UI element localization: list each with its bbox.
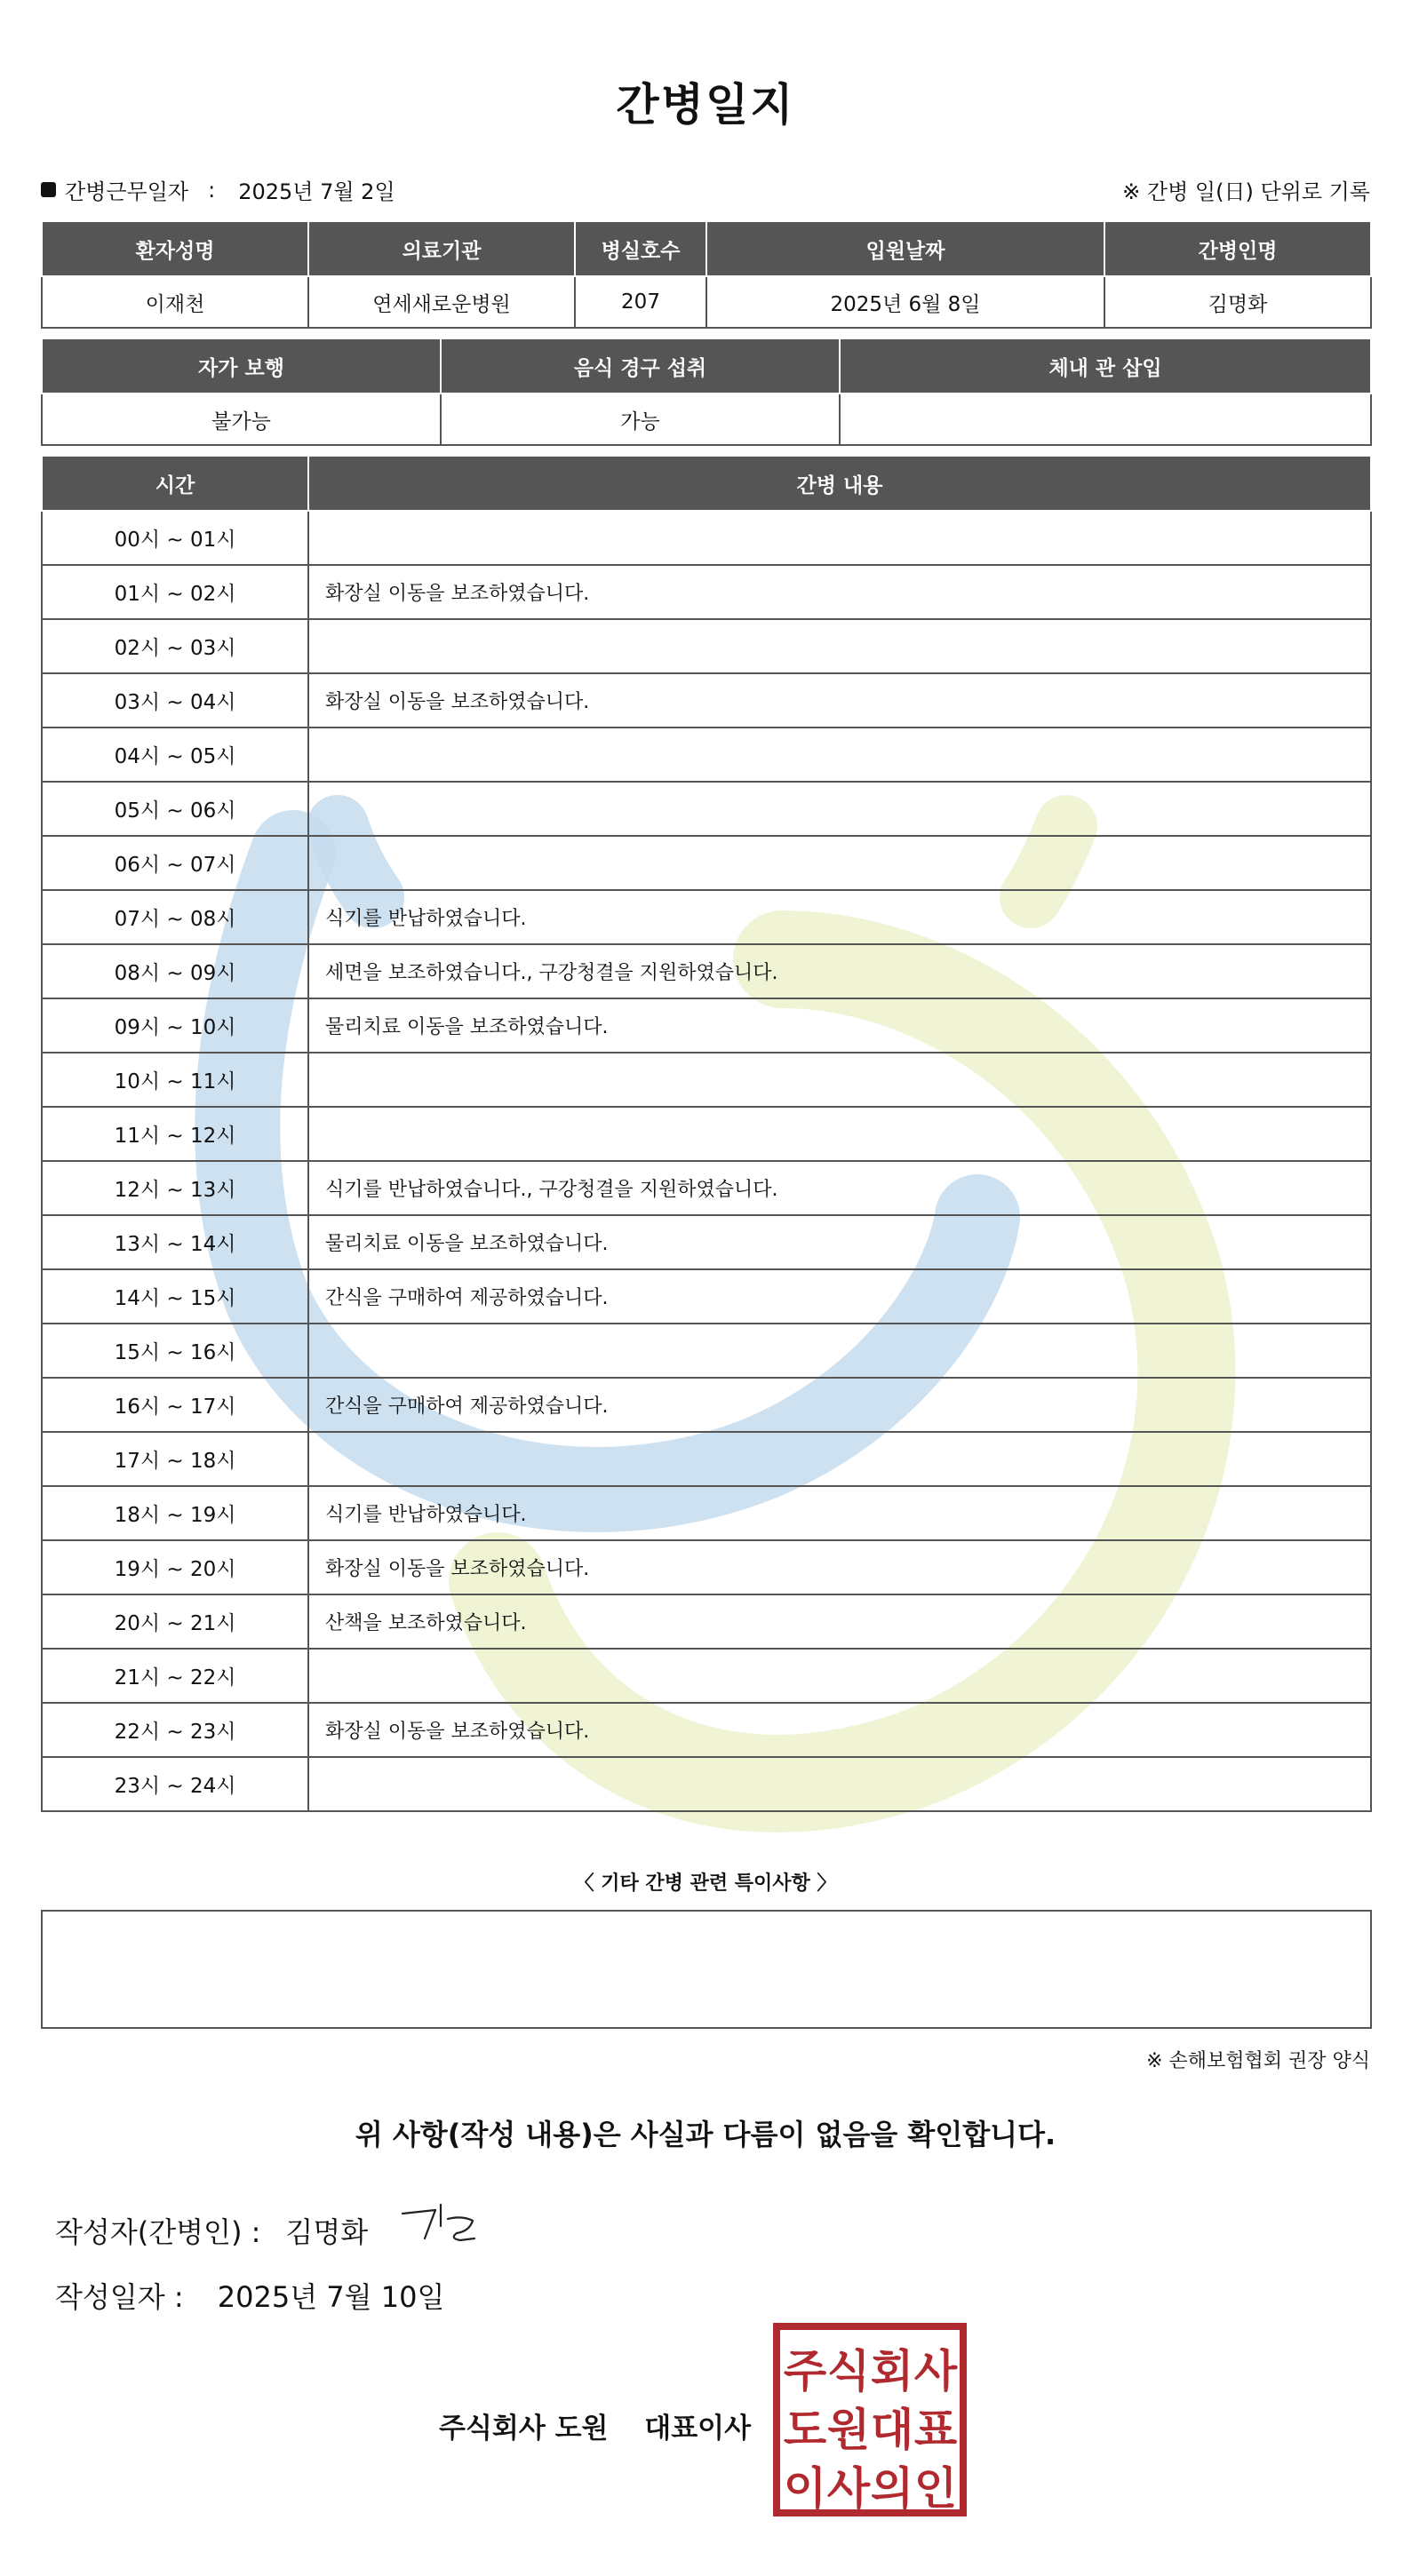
seal-character: 이 bbox=[783, 2462, 827, 2515]
company-signature-line bbox=[439, 2405, 751, 2445]
schedule-row bbox=[42, 511, 1371, 565]
header-admission-date: 입원날짜 bbox=[706, 221, 1104, 276]
schedule-row bbox=[42, 1703, 1371, 1757]
seal-character: 인 bbox=[913, 2462, 958, 2515]
schedule-time-cell: 09시 ~ 10시 bbox=[42, 998, 308, 1053]
schedule-content-cell bbox=[308, 1053, 1371, 1107]
schedule-time-cell: 03시 ~ 04시 bbox=[42, 673, 308, 727]
schedule-row bbox=[42, 782, 1371, 836]
schedule-row bbox=[42, 1757, 1371, 1811]
schedule-row bbox=[42, 944, 1371, 998]
oral-intake-value: 가능 bbox=[441, 394, 840, 445]
schedule-row bbox=[42, 1161, 1371, 1215]
seal-character: 원 bbox=[826, 2404, 871, 2456]
seal-character: 사 bbox=[826, 2462, 871, 2515]
schedule-time-cell: 13시 ~ 14시 bbox=[42, 1215, 308, 1269]
schedule-row bbox=[42, 998, 1371, 1053]
company-seal-stamp bbox=[771, 2321, 969, 2518]
schedule-content-cell bbox=[308, 1324, 1371, 1378]
company-representative-title: 대표이사 bbox=[644, 2413, 752, 2445]
schedule-content-cell bbox=[308, 1107, 1371, 1161]
seal-characters bbox=[784, 2346, 958, 2515]
schedule-row bbox=[42, 619, 1371, 673]
schedule-time-cell: 06시 ~ 07시 bbox=[42, 836, 308, 890]
hourly-care-table bbox=[41, 455, 1372, 1812]
schedule-content-cell bbox=[308, 727, 1371, 782]
schedule-content-cell: 산책을 보조하였습니다. bbox=[308, 1594, 1371, 1649]
schedule-row bbox=[42, 1378, 1371, 1432]
writer-name: 김명화 bbox=[285, 2215, 369, 2249]
schedule-content-cell bbox=[308, 619, 1371, 673]
schedule-time-cell: 15시 ~ 16시 bbox=[42, 1324, 308, 1378]
header-time: 시간 bbox=[42, 456, 308, 511]
schedule-row bbox=[42, 1540, 1371, 1594]
writer-label: 작성자(간병인) : bbox=[55, 2215, 261, 2249]
hospital-value: 연세새로운병원 bbox=[308, 276, 575, 328]
schedule-content-cell bbox=[308, 1432, 1371, 1486]
confirmation-statement: 위 사항(작성 내용)은 사실과 다름이 없음을 확인합니다. bbox=[355, 2118, 1056, 2151]
work-date-value: 2025년 7월 2일 bbox=[238, 179, 395, 204]
schedule-time-cell: 08시 ~ 09시 bbox=[42, 944, 308, 998]
seal-character: 대 bbox=[870, 2404, 914, 2456]
seal-character: 도 bbox=[783, 2404, 827, 2456]
seal-character: 식 bbox=[826, 2345, 871, 2397]
schedule-row bbox=[42, 890, 1371, 944]
schedule-row bbox=[42, 727, 1371, 782]
schedule-row bbox=[42, 1215, 1371, 1269]
work-date-line bbox=[41, 174, 395, 205]
admission-date-value: 2025년 6월 8일 bbox=[706, 276, 1104, 328]
schedule-row bbox=[42, 673, 1371, 727]
schedule-row bbox=[42, 1486, 1371, 1540]
written-date-label: 작성일자 : bbox=[55, 2280, 184, 2314]
header-hospital: 의료기관 bbox=[308, 221, 575, 276]
document-title: 간병일지 bbox=[616, 79, 795, 131]
care-status-header-row bbox=[42, 338, 1371, 394]
schedule-time-cell: 00시 ~ 01시 bbox=[42, 511, 308, 565]
schedule-row bbox=[42, 1053, 1371, 1107]
tube-insertion-value bbox=[840, 394, 1371, 445]
schedule-time-cell: 11시 ~ 12시 bbox=[42, 1107, 308, 1161]
schedule-content-cell: 간식을 구매하여 제공하였습니다. bbox=[308, 1378, 1371, 1432]
seal-character: 사 bbox=[913, 2345, 958, 2397]
schedule-body bbox=[42, 511, 1371, 1811]
writer-line bbox=[55, 2210, 368, 2251]
schedule-content-cell: 화장실 이동을 보조하였습니다. bbox=[308, 1703, 1371, 1757]
seal-character: 주 bbox=[783, 2345, 827, 2397]
schedule-time-cell: 17시 ~ 18시 bbox=[42, 1432, 308, 1486]
header-care-content: 간병 내용 bbox=[308, 456, 1371, 511]
header-caregiver-name: 간병인명 bbox=[1104, 221, 1371, 276]
schedule-time-cell: 10시 ~ 11시 bbox=[42, 1053, 308, 1107]
schedule-content-cell: 화장실 이동을 보조하였습니다. bbox=[308, 1540, 1371, 1594]
patient-info-value-row bbox=[42, 276, 1371, 328]
schedule-time-cell: 04시 ~ 05시 bbox=[42, 727, 308, 782]
care-status-table bbox=[41, 338, 1372, 446]
seal-character: 의 bbox=[870, 2462, 914, 2515]
schedule-time-cell: 20시 ~ 21시 bbox=[42, 1594, 308, 1649]
schedule-content-cell: 식기를 반납하였습니다. bbox=[308, 1486, 1371, 1540]
work-date-label: 간병근무일자 bbox=[65, 179, 189, 204]
schedule-row bbox=[42, 1269, 1371, 1324]
written-date-value: 2025년 7월 10일 bbox=[217, 2280, 445, 2314]
schedule-content-cell: 물리치료 이동을 보조하였습니다. bbox=[308, 998, 1371, 1053]
patient-info-table bbox=[41, 220, 1372, 329]
room-number-value: 207 bbox=[575, 276, 706, 328]
schedule-row bbox=[42, 1107, 1371, 1161]
written-date-line bbox=[55, 2275, 444, 2316]
schedule-content-cell: 세면을 보조하였습니다., 구강청결을 지원하였습니다. bbox=[308, 944, 1371, 998]
schedule-row bbox=[42, 836, 1371, 890]
special-notes-box bbox=[41, 1910, 1372, 2029]
schedule-content-cell bbox=[308, 1757, 1371, 1811]
schedule-header-row bbox=[42, 456, 1371, 511]
schedule-row bbox=[42, 565, 1371, 619]
patient-name-value: 이재천 bbox=[42, 276, 308, 328]
header-patient-name: 환자성명 bbox=[42, 221, 308, 276]
form-recommendation-note: ※ 손해보험협회 권장 양식 bbox=[1146, 2050, 1370, 2072]
schedule-time-cell: 22시 ~ 23시 bbox=[42, 1703, 308, 1757]
patient-info-header-row bbox=[42, 221, 1371, 276]
handwritten-signature bbox=[398, 2194, 487, 2247]
schedule-row bbox=[42, 1649, 1371, 1703]
schedule-content-cell: 화장실 이동을 보조하였습니다. bbox=[308, 673, 1371, 727]
schedule-time-cell: 19시 ~ 20시 bbox=[42, 1540, 308, 1594]
schedule-row bbox=[42, 1594, 1371, 1649]
schedule-time-cell: 01시 ~ 02시 bbox=[42, 565, 308, 619]
special-notes-heading: 〈 기타 간병 관련 특이사항 〉 bbox=[574, 1872, 837, 1895]
schedule-time-cell: 23시 ~ 24시 bbox=[42, 1757, 308, 1811]
schedule-content-cell: 물리치료 이동을 보조하였습니다. bbox=[308, 1215, 1371, 1269]
self-walking-value: 불가능 bbox=[42, 394, 441, 445]
schedule-time-cell: 18시 ~ 19시 bbox=[42, 1486, 308, 1540]
schedule-time-cell: 16시 ~ 17시 bbox=[42, 1378, 308, 1432]
bullet-square-icon bbox=[41, 182, 56, 197]
seal-character: 회 bbox=[870, 2345, 914, 2397]
seal-character: 표 bbox=[913, 2404, 958, 2456]
schedule-content-cell: 화장실 이동을 보조하였습니다. bbox=[308, 565, 1371, 619]
schedule-content-cell bbox=[308, 836, 1371, 890]
caregiver-name-value: 김명화 bbox=[1104, 276, 1371, 328]
schedule-time-cell: 02시 ~ 03시 bbox=[42, 619, 308, 673]
care-status-value-row bbox=[42, 394, 1371, 445]
unit-note: ※ 간병 일(日) 단위로 기록 bbox=[1122, 179, 1370, 204]
work-date-separator: : bbox=[208, 177, 216, 203]
schedule-content-cell: 식기를 반납하였습니다. bbox=[308, 890, 1371, 944]
schedule-time-cell: 12시 ~ 13시 bbox=[42, 1161, 308, 1215]
schedule-row bbox=[42, 1324, 1371, 1378]
schedule-content-cell: 식기를 반납하였습니다., 구강청결을 지원하였습니다. bbox=[308, 1161, 1371, 1215]
schedule-content-cell: 간식을 구매하여 제공하였습니다. bbox=[308, 1269, 1371, 1324]
schedule-time-cell: 21시 ~ 22시 bbox=[42, 1649, 308, 1703]
header-room-number: 병실호수 bbox=[575, 221, 706, 276]
header-oral-intake: 음식 경구 섭취 bbox=[441, 338, 840, 394]
schedule-time-cell: 07시 ~ 08시 bbox=[42, 890, 308, 944]
header-self-walking: 자가 보행 bbox=[42, 338, 441, 394]
schedule-content-cell bbox=[308, 1649, 1371, 1703]
schedule-content-cell bbox=[308, 782, 1371, 836]
schedule-content-cell bbox=[308, 511, 1371, 565]
company-name: 주식회사 도원 bbox=[439, 2413, 609, 2445]
header-tube-insertion: 체내 관 삽입 bbox=[840, 338, 1371, 394]
schedule-time-cell: 14시 ~ 15시 bbox=[42, 1269, 308, 1324]
schedule-row bbox=[42, 1432, 1371, 1486]
schedule-time-cell: 05시 ~ 06시 bbox=[42, 782, 308, 836]
